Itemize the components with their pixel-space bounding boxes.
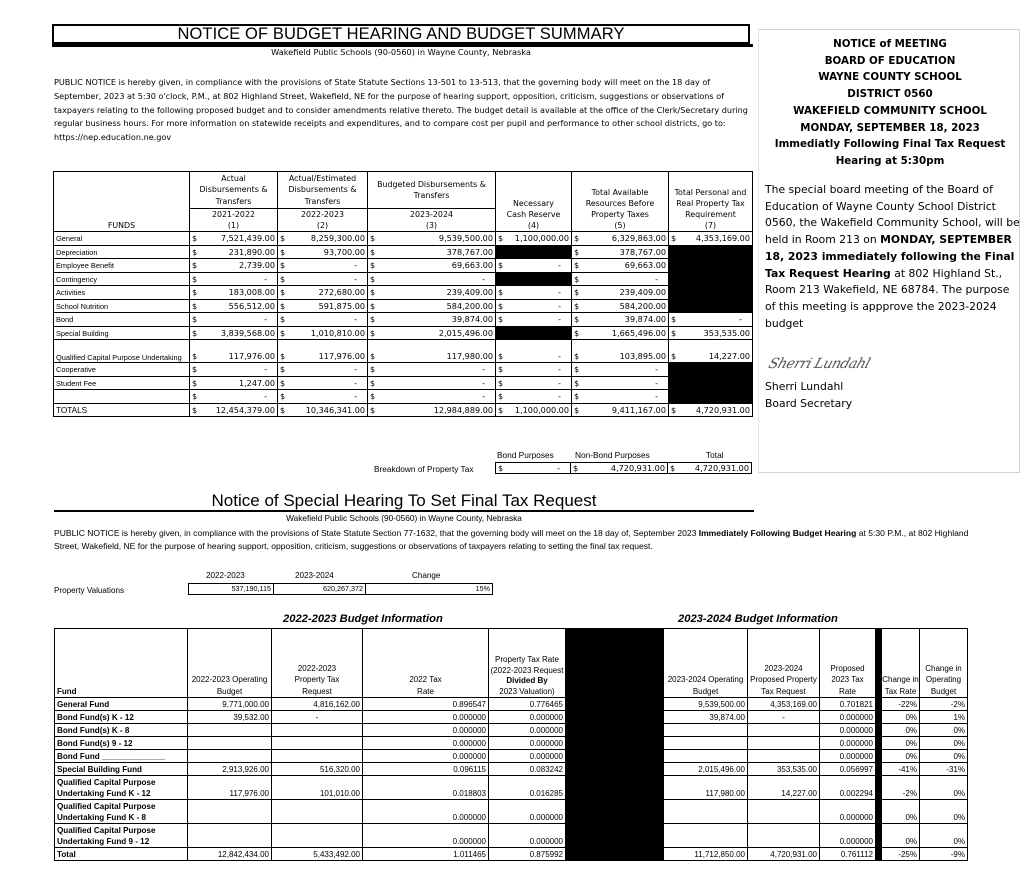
meeting-heading-line: Hearing at 5:30pm — [835, 154, 945, 167]
amount-cell-c4: $ 1,100,000.00 — [496, 232, 572, 246]
amount-cell-c3: $ 2,015,496.00 — [368, 326, 496, 340]
value-rate-2023: 0.701821 — [820, 698, 876, 711]
fund-name: General — [54, 232, 190, 246]
fund-name: Bond Fund(s) K - 12 — [55, 711, 188, 724]
value-chg-rate: 0% — [882, 737, 920, 750]
meeting-body-bold: MONDAY, SEPTEMBER 18, 2023 immediately following the Final Tax Request Hearing — [765, 233, 1015, 280]
value-chg-budget: 1% — [920, 711, 968, 724]
value-op-2223 — [188, 800, 272, 824]
amount-cell-c5: $ 103,895.00 — [572, 340, 669, 363]
signer-title: Board Secretary — [765, 397, 853, 410]
amount-cell-c3: $ - — [368, 363, 496, 377]
value-chg-budget: -2% — [920, 698, 968, 711]
table-row — [55, 724, 968, 737]
redacted-cell — [566, 824, 664, 848]
table-row — [54, 259, 753, 273]
amount-cell-c3: $ 378,767.00 — [368, 245, 496, 259]
tax-notice-subtitle: Wakefield Public Schools (90-0560) in Wayne County, Nebraska — [286, 513, 522, 523]
valuation-label: Property Valuations — [54, 586, 125, 595]
value-rate-2023: 0.000000 — [820, 800, 876, 824]
value-req-2324 — [748, 737, 820, 750]
amount-cell-c5: $ - — [572, 376, 669, 390]
amount-cell-c1: $ - — [190, 363, 278, 377]
table-row — [55, 711, 968, 724]
table-row — [54, 313, 753, 327]
value-req-2223: 5,433,492.00 — [272, 848, 363, 861]
breakdown-header-total: Total — [706, 450, 724, 460]
redacted-cell — [566, 724, 664, 737]
tax-notice-title: Notice of Special Hearing To Set Final Tax Request — [211, 491, 597, 510]
amount-cell-c4: $ - — [496, 286, 572, 300]
tax-notice-bold: Immediately Following Budget Hearing — [698, 528, 857, 538]
amount-cell-c4: $ - — [496, 299, 572, 313]
header-req-2223: 2022-2023 Property Tax Request — [272, 629, 363, 698]
value-rate-2023: 0.000000 — [820, 737, 876, 750]
value-rate-div: 0.000000 — [489, 824, 566, 848]
value-req-2324 — [748, 824, 820, 848]
redacted-cell — [496, 326, 572, 340]
value-chg-rate: -22% — [882, 698, 920, 711]
valuation-header-2324: 2023-2024 — [295, 571, 334, 580]
value-op-2324: 117,980.00 — [664, 776, 748, 800]
amount-cell-c4: $ - — [496, 259, 572, 273]
value-rate-2022: 0.000000 — [363, 750, 489, 763]
amount-cell-c2: $ 93,700.00 — [278, 245, 368, 259]
value-req-2324 — [748, 800, 820, 824]
value-rate-div: 0.000000 — [489, 711, 566, 724]
meeting-heading-line: NOTICE of MEETING — [833, 38, 947, 50]
value-chg-rate: -2% — [882, 776, 920, 800]
redacted-cell — [566, 776, 664, 800]
header-col1-title: Actual Disbursements & Transfers — [190, 172, 278, 209]
valuation-2324: 620,267,372 — [274, 584, 366, 595]
redacted-cell — [566, 763, 664, 776]
value-req-2223 — [272, 750, 363, 763]
value-rate-2023: 0.056997 — [820, 763, 876, 776]
value-chg-budget: 0% — [920, 776, 968, 800]
value-req-2223 — [272, 737, 363, 750]
value-chg-rate: 0% — [882, 824, 920, 848]
fund-name: Bond — [54, 313, 190, 327]
header-rate-2023: Proposed 2023 Tax Rate — [820, 629, 876, 698]
value-chg-rate: 0% — [882, 711, 920, 724]
fund-name: Total — [55, 848, 188, 861]
fund-name: General Fund — [55, 698, 188, 711]
table-row — [55, 737, 968, 750]
section-title-2023-2024: 2023-2024 Budget Information — [678, 613, 838, 625]
amount-cell-c3: $ 239,409.00 — [368, 286, 496, 300]
amount-cell-c1: $ - — [190, 390, 278, 404]
fund-name: Qualified Capital Purpose Undertaking Fund 9 - 12 — [55, 824, 188, 848]
value-op-2223: 9,771,000.00 — [188, 698, 272, 711]
budget-notice-title: NOTICE OF BUDGET HEARING AND BUDGET SUMMARY — [52, 24, 750, 44]
amount-cell-c7: $ - — [669, 313, 753, 327]
fund-name: Contingency — [54, 272, 190, 286]
value-op-2324 — [664, 750, 748, 763]
value-req-2223: - — [272, 711, 363, 724]
value-chg-rate: -25% — [882, 848, 920, 861]
value-op-2324: 39,874.00 — [664, 711, 748, 724]
value-rate-2023: 0.000000 — [820, 750, 876, 763]
fund-name: Bond Fund ______________ — [55, 750, 188, 763]
amount-cell-c3: $ - — [368, 390, 496, 404]
header-col3-title: Budgeted Disbursements & Transfers — [368, 172, 496, 209]
table-row — [55, 763, 968, 776]
breakdown-header-bond: Bond Purposes — [497, 450, 554, 460]
amount-cell-c5: $ - — [572, 390, 669, 404]
header-col3-year: 2023-2024 (3) — [368, 209, 496, 232]
meeting-body-text-end: at 802 Highland St., Room 213 Wakefield, NE 68784. The purpose of this meeting is appprove the 2023-2024 budget — [765, 266, 1010, 330]
table-row — [55, 824, 968, 848]
breakdown-table — [495, 462, 752, 474]
table-row — [54, 245, 753, 259]
amount-cell-c3: $ 584,200.00 — [368, 299, 496, 313]
amount-cell-c3: $ - — [368, 376, 496, 390]
fund-name: Qualified Capital Purpose Undertaking Fund K - 12 — [55, 776, 188, 800]
header-op-2324: 2023-2024 Operating Budget — [664, 629, 748, 698]
meeting-notice-panel — [758, 29, 1020, 473]
amount-cell-c1: $ - — [190, 272, 278, 286]
value-chg-rate: 0% — [882, 724, 920, 737]
value-rate-div: 0.000000 — [489, 724, 566, 737]
amount-cell-c5: $ 239,409.00 — [572, 286, 669, 300]
header-op-2223: 2022-2023 Operating Budget — [188, 629, 272, 698]
fund-name: Employee Benefit — [54, 259, 190, 273]
value-req-2324: 353,535.00 — [748, 763, 820, 776]
redacted-cell — [669, 245, 753, 259]
fund-name: Special Building — [54, 326, 190, 340]
value-chg-rate: 0% — [882, 800, 920, 824]
amount-cell-c3: $ 9,539,500.00 — [368, 232, 496, 246]
meeting-heading-line: Immediatly Following Final Tax Request — [774, 138, 1006, 151]
value-req-2223 — [272, 724, 363, 737]
amount-cell-c5: $ 1,665,496.00 — [572, 326, 669, 340]
table-row — [54, 326, 753, 340]
value-op-2324 — [664, 800, 748, 824]
title-divider — [54, 510, 754, 512]
table-row — [54, 299, 753, 313]
value-req-2223: 101,010.00 — [272, 776, 363, 800]
amount-cell-c7: $ 14,227.00 — [669, 340, 753, 363]
header-fund: Fund — [55, 629, 188, 698]
value-rate-2022: 0.000000 — [363, 800, 489, 824]
breakdown-label: Breakdown of Property Tax — [374, 464, 474, 474]
amount-cell-c1: $ 2,739.00 — [190, 259, 278, 273]
value-req-2324 — [748, 724, 820, 737]
amount-cell-c5: $ - — [572, 363, 669, 377]
meeting-notice-heading — [759, 36, 1021, 170]
amount-cell-c4: $ - — [496, 390, 572, 404]
budget-notice-text: PUBLIC NOTICE is hereby given, in compliance with the provisions of State Statute Sections 13-501 to 13-513, that the governing body will meet on the 18 day of September, 2023 at 5:30 o'clock, P.M., at 802 Highland Street, Wakefield, NE for the purpose of hearing support, opposition, criticism, suggestions or observations of taxpayers relating to the following proposed budget and to consider amendments relative thereto. The budget detail is available at the office of the Clerk/Secretary during regular business hours. For more information on statewide receipts and expenditures, and to compare cost per pupil and performance to other school districts, go to: https://nep.education.ne.gov — [54, 77, 748, 143]
redacted-cell — [669, 390, 753, 404]
amount-cell-c2: $ 591,875.00 — [278, 299, 368, 313]
fund-name: Student Fee — [54, 376, 190, 390]
value-chg-budget: 0% — [920, 800, 968, 824]
signer-name: Sherri Lundahl — [765, 380, 844, 393]
header-col2-year: 2022-2023 (2) — [278, 209, 368, 232]
value-req-2324: 4,353,169.00 — [748, 698, 820, 711]
totals-row — [54, 403, 753, 417]
value-rate-2023: 0.000000 — [820, 724, 876, 737]
amount-cell-c1: $ 1,247.00 — [190, 376, 278, 390]
value-chg-budget: 0% — [920, 824, 968, 848]
meeting-body-text: The special board meeting of the Board of Education of Wayne County School District 0560, the Wakefield Community School, will be held in Room 213 on — [765, 183, 1020, 247]
fund-name: TOTALS — [54, 403, 190, 417]
signature-image: Sherri Lundahl — [766, 356, 872, 372]
amount-cell-c2: $ - — [278, 376, 368, 390]
amount-cell-c5: $ 6,329,863.00 — [572, 232, 669, 246]
value-op-2324 — [664, 824, 748, 848]
amount-cell-c2: $ 8,259,300.00 — [278, 232, 368, 246]
fund-name: Activities — [54, 286, 190, 300]
amount-cell-c3: $ - — [368, 272, 496, 286]
header-col5: Total Available Resources Before Property Taxes (5) — [572, 172, 669, 232]
value-op-2324: 11,712,850.00 — [664, 848, 748, 861]
amount-cell-c2: $ - — [278, 363, 368, 377]
redacted-cell — [566, 750, 664, 763]
amount-cell-c5: $ 378,767.00 — [572, 245, 669, 259]
amount-cell-c2: $ 1,010,810.00 — [278, 326, 368, 340]
value-req-2324: 4,720,931.00 — [748, 848, 820, 861]
value-rate-2023: 0.000000 — [820, 824, 876, 848]
redacted-cell — [496, 245, 572, 259]
meeting-heading-line: MONDAY, SEPTEMBER 18, 2023 — [800, 121, 980, 134]
table-row — [55, 698, 968, 711]
value-req-2223: 516,320.00 — [272, 763, 363, 776]
table-row — [54, 232, 753, 246]
header-change-budget: Change in Operating Budget — [920, 629, 968, 698]
tax-notice-text: PUBLIC NOTICE is hereby given, in compliance with the provisions of State Statute Section 77-1632, that the governing body will meet on the 18 day of, September 2023 Immediately Following Budget Hearing at 5:30 P.M., at 802 Highland Street, Wakefield, NE for the purpose of hearing support, opposition, criticism, suggestions or observations of taxpayers relating to setting the final tax request. — [54, 528, 969, 552]
amount-cell-c1: $ 556,512.00 — [190, 299, 278, 313]
value-req-2324: 14,227.00 — [748, 776, 820, 800]
value-rate-2023: 0.761112 — [820, 848, 876, 861]
value-chg-rate: -41% — [882, 763, 920, 776]
tax-request-table — [54, 628, 968, 861]
value-rate-2022: 0.000000 — [363, 737, 489, 750]
value-op-2223 — [188, 724, 272, 737]
value-op-2324: 2,015,496.00 — [664, 763, 748, 776]
amount-cell-c4: $ - — [496, 340, 572, 363]
value-rate-2022: 0.000000 — [363, 711, 489, 724]
redacted-cell — [669, 272, 753, 286]
value-chg-rate: 0% — [882, 750, 920, 763]
fund-name: Qualified Capital Purpose Undertaking — [54, 340, 190, 363]
value-op-2324 — [664, 737, 748, 750]
fund-name: Bond Fund(s) 9 - 12 — [55, 737, 188, 750]
amount-cell-c4: $ 1,100,000.00 — [496, 403, 572, 417]
redacted-column — [566, 629, 664, 698]
value-chg-budget: 0% — [920, 750, 968, 763]
table-row — [54, 272, 753, 286]
redacted-cell — [669, 363, 753, 377]
amount-cell-c1: $ 12,454,379.00 — [190, 403, 278, 417]
amount-cell-c5: $ 9,411,167.00 — [572, 403, 669, 417]
value-rate-div: 0.875992 — [489, 848, 566, 861]
value-chg-budget: -31% — [920, 763, 968, 776]
table-row — [54, 286, 753, 300]
fund-name: Qualified Capital Purpose Undertaking Fund K - 8 — [55, 800, 188, 824]
redacted-cell — [496, 272, 572, 286]
value-req-2324 — [748, 750, 820, 763]
header-funds: FUNDS — [54, 172, 190, 232]
meeting-heading-line: WAYNE COUNTY SCHOOL — [818, 71, 962, 84]
breakdown-total: $ 4,720,931.00 — [668, 463, 752, 474]
amount-cell-c1: $ 7,521,439.00 — [190, 232, 278, 246]
redacted-cell — [566, 737, 664, 750]
meeting-notice-body — [765, 182, 1020, 332]
table-row — [55, 750, 968, 763]
breakdown-nonbond: $ 4,720,931.00 — [571, 463, 668, 474]
value-rate-div: 0.000000 — [489, 750, 566, 763]
budget-notice-subtitle: Wakefield Public Schools (90-0560) in Wayne County, Nebraska — [271, 47, 531, 57]
value-op-2223: 12,842,434.00 — [188, 848, 272, 861]
fund-name: Cooperative — [54, 363, 190, 377]
signer-block — [765, 378, 852, 412]
value-op-2223 — [188, 737, 272, 750]
meeting-heading-line: BOARD OF EDUCATION — [824, 54, 956, 67]
value-op-2223 — [188, 824, 272, 848]
valuation-2223: 537,190,115 — [189, 584, 274, 595]
header-col1-year: 2021-2022 (1) — [190, 209, 278, 232]
redacted-cell — [669, 299, 753, 313]
fund-name: Depreciation — [54, 245, 190, 259]
table-row — [54, 340, 753, 363]
value-rate-2022: 1.011465 — [363, 848, 489, 861]
value-chg-budget: 0% — [920, 737, 968, 750]
amount-cell-c4: $ - — [496, 363, 572, 377]
breakdown-bond: $ - — [496, 463, 571, 474]
redacted-cell — [566, 711, 664, 724]
amount-cell-c1: $ 3,839,568.00 — [190, 326, 278, 340]
amount-cell-c7: $ 4,353,169.00 — [669, 232, 753, 246]
header-col4: Necessary Cash Reserve (4) — [496, 172, 572, 232]
header-col2-title: Actual/Estimated Disbursements & Transfers — [278, 172, 368, 209]
value-chg-budget: 0% — [920, 724, 968, 737]
table-row — [54, 363, 753, 377]
amount-cell-c5: $ - — [572, 272, 669, 286]
header-change-rate: Change in Tax Rate — [882, 629, 920, 698]
valuation-change: 15% — [366, 584, 493, 595]
fund-name: Special Building Fund — [55, 763, 188, 776]
valuations-table — [188, 583, 493, 595]
value-req-2223 — [272, 800, 363, 824]
amount-cell-c1: $ - — [190, 313, 278, 327]
value-rate-2023: 0.002294 — [820, 776, 876, 800]
header-rate-divided: Property Tax Rate (2022-2023 Request Divided By 2023 Valuation) — [489, 629, 566, 698]
value-rate-2022: 0.000000 — [363, 824, 489, 848]
redacted-cell — [669, 376, 753, 390]
amount-cell-c2: $ 272,680.00 — [278, 286, 368, 300]
fund-name: Bond Fund(s) K - 8 — [55, 724, 188, 737]
value-op-2223: 117,976.00 — [188, 776, 272, 800]
value-op-2223: 2,913,926.00 — [188, 763, 272, 776]
amount-cell-c3: $ 69,663.00 — [368, 259, 496, 273]
breakdown-header-nonbond: Non-Bond Purposes — [575, 450, 650, 460]
amount-cell-c4: $ - — [496, 376, 572, 390]
amount-cell-c5: $ 584,200.00 — [572, 299, 669, 313]
value-rate-div: 0.016285 — [489, 776, 566, 800]
header-col7: Total Personal and Real Property Tax Requirement (7) — [669, 172, 753, 232]
value-op-2223 — [188, 750, 272, 763]
amount-cell-c1: $ 231,890.00 — [190, 245, 278, 259]
amount-cell-c5: $ 39,874.00 — [572, 313, 669, 327]
amount-cell-c2: $ - — [278, 272, 368, 286]
amount-cell-c2: $ - — [278, 390, 368, 404]
value-rate-div: 0.000000 — [489, 800, 566, 824]
value-op-2324: 9,539,500.00 — [664, 698, 748, 711]
amount-cell-c4: $ - — [496, 313, 572, 327]
table-row — [54, 376, 753, 390]
amount-cell-c3: $ 39,874.00 — [368, 313, 496, 327]
meeting-heading-line: DISTRICT 0560 — [847, 88, 933, 101]
amount-cell-c2: $ - — [278, 259, 368, 273]
amount-cell-c2: $ 117,976.00 — [278, 340, 368, 363]
value-rate-2022: 0.096115 — [363, 763, 489, 776]
amount-cell-c1: $ 117,976.00 — [190, 340, 278, 363]
budget-summary-table — [53, 171, 753, 417]
amount-cell-c1: $ 183,008.00 — [190, 286, 278, 300]
redacted-cell — [566, 698, 664, 711]
valuation-header-2223: 2022-2023 — [206, 571, 245, 580]
header-rate-2022: 2022 Tax Rate — [363, 629, 489, 698]
value-op-2223: 39,532.00 — [188, 711, 272, 724]
value-rate-div: 0.083242 — [489, 763, 566, 776]
table-row — [55, 800, 968, 824]
valuation-header-change: Change — [412, 571, 441, 580]
redacted-cell — [566, 800, 664, 824]
redacted-cell — [566, 848, 664, 861]
value-req-2324: - — [748, 711, 820, 724]
amount-cell-c7: $ 4,720,931.00 — [669, 403, 753, 417]
section-title-2022-2023: 2022-2023 Budget Information — [283, 613, 443, 625]
table-row — [55, 776, 968, 800]
value-rate-2023: 0.000000 — [820, 711, 876, 724]
value-rate-div: 0.000000 — [489, 737, 566, 750]
fund-name: School Nutrition — [54, 299, 190, 313]
amount-cell-c3: $ 12,984,889.00 — [368, 403, 496, 417]
fund-name — [54, 390, 190, 404]
redacted-cell — [669, 286, 753, 300]
value-rate-2022: 0.000000 — [363, 724, 489, 737]
value-rate-2022: 0.896547 — [363, 698, 489, 711]
meeting-heading-line: WAKEFIELD COMMUNITY SCHOOL — [793, 104, 987, 117]
amount-cell-c2: $ - — [278, 313, 368, 327]
value-rate-2022: 0.018803 — [363, 776, 489, 800]
value-chg-budget: -9% — [920, 848, 968, 861]
value-rate-div: 0.776465 — [489, 698, 566, 711]
redacted-cell — [669, 259, 753, 273]
header-req-2324: 2023-2024 Proposed Property Tax Request — [748, 629, 820, 698]
value-req-2223 — [272, 824, 363, 848]
amount-cell-c2: $ 10,346,341.00 — [278, 403, 368, 417]
value-op-2324 — [664, 724, 748, 737]
amount-cell-c5: $ 69,663.00 — [572, 259, 669, 273]
amount-cell-c3: $ 117,980.00 — [368, 340, 496, 363]
table-row — [54, 390, 753, 404]
total-row — [55, 848, 968, 861]
amount-cell-c7: $ 353,535.00 — [669, 326, 753, 340]
value-req-2223: 4,816,162.00 — [272, 698, 363, 711]
